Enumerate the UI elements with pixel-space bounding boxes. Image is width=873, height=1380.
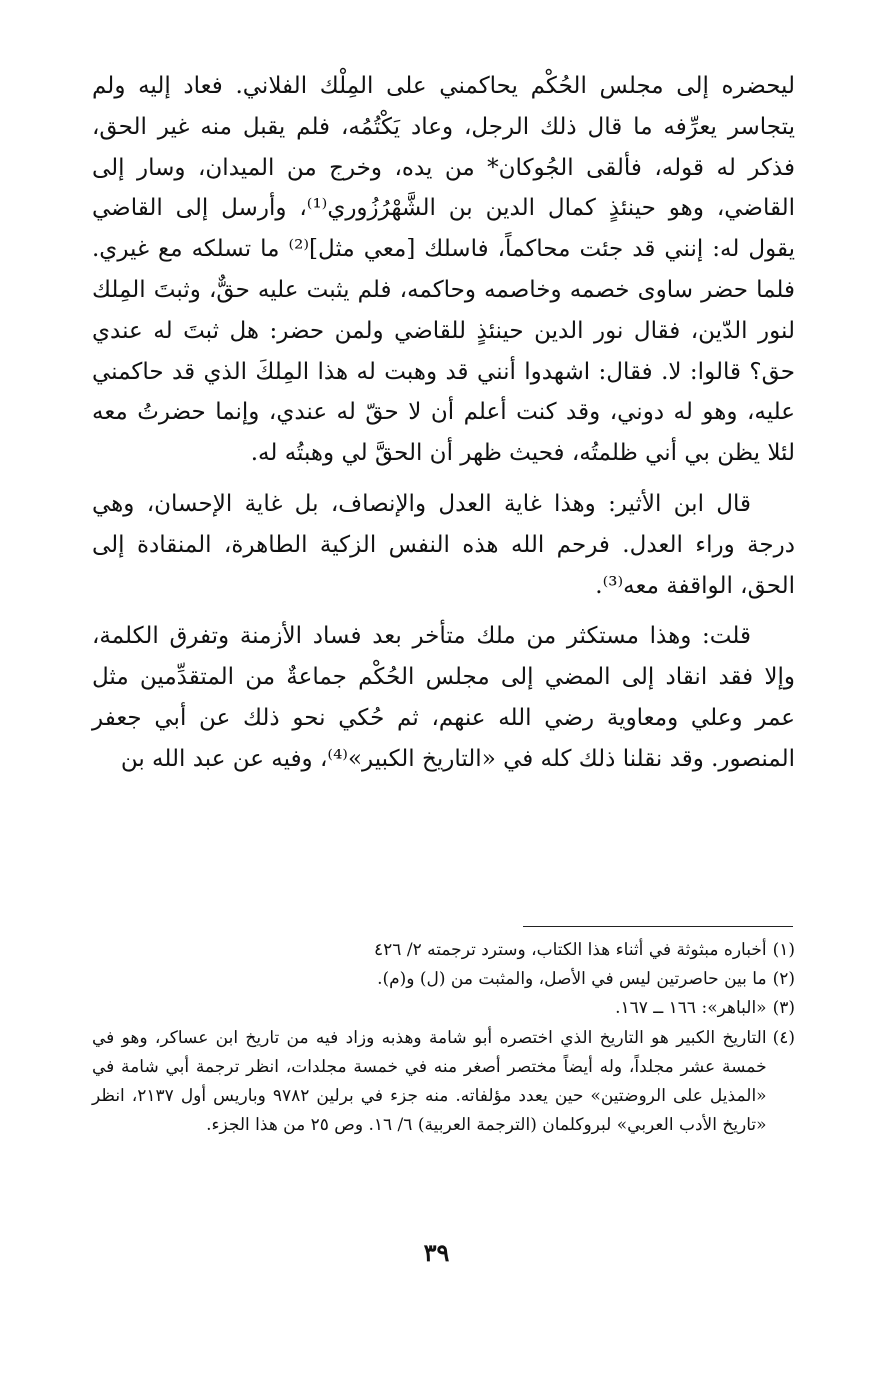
footnote-2: [92, 965, 795, 994]
footnote-text: «الباهر»: ١٦٦ ــ ١٦٧.: [615, 998, 767, 1019]
footnote-4: [92, 1024, 795, 1141]
paragraph-2: قال ابن الأثير: وهذا غاية العدل والإنصاف، بل غاية الإحسان، وهي درجة وراء العدل. فرحم الله هذه النفس الزكية الطاهرة، المنقادة إلى الحق، الواقفة معه⁽³⁾.: [92, 490, 795, 599]
footnote-number: (٤): [772, 1027, 795, 1048]
footnotes: [92, 936, 795, 1140]
paragraph-1: ليحضره إلى مجلس الحُكْم يحاكمني على المِلْك الفلاني. فعاد إليه ولم يتجاسر يعرِّفه ما قال ذلك الرجل، وعاد يَكْتُمُه، فلم يقبل منه غير الحق، فذكر له قوله، فألقى الجُوكان* من يده، وخرج من الميدان، وسار إلى القاضي، وهو حينئذٍ كمال الدين بن الشَّهْرُزُوري⁽¹⁾، وأرسل إلى القاضي يقول له: إنني قد جئت محاكماً، فاسلك [معي مثل]⁽²⁾ ما تسلكه مع غيري. فلما حضر ساوى خصمه وخاصمه وحاكمه، فلم يثبت عليه حقٌّ، وثبتَ المِلك لنور الدّين، فقال نور الدين حينئذٍ للقاضي ولمن حضر: هل ثبتَ له عندي حق؟ قالوا: لا. فقال: اشهدوا أنني قد وهبت له هذا المِلكَ الذي قد حاكمني عليه، وهو له دوني، وقد كنت أعلم أن لا حقّ له عندي، وإنما حضرتُ معه لئلا يظن بي أني ظلمتُه، فحيث ظهر أن الحقَّ لي وهبتُه له.: [92, 73, 796, 467]
footnote-text: التاريخ الكبير هو التاريخ الذي اختصره أبو شامة وهذبه وزاد فيه من تاريخ ابن عساكر، وهو في خمسة عشر مجلداً، وله أيضاً مختصر أصغر منه في خمسة مجلدات، انظر ترجمة أبي شامة في «المذيل على الروضتين» حين يعدد مؤلفاته. منه جزء في برلين ٩٧٨٢ وباريس أول ٢١٣٧، انظر «تاريخ الأدب العربي» لبروكلمان (الترجمة العربية) ٦/ ١٦. وص ٢٥ من هذا الجزء.: [92, 1027, 767, 1136]
footnote-1: [92, 936, 795, 965]
footnote-text: ما بين حاصرتين ليس في الأصل، والمثبت من (ل) و(م).: [377, 969, 767, 990]
page-number: ٣٩: [423, 1238, 450, 1267]
footnote-number: (١): [772, 940, 795, 960]
footnote-separator: [523, 926, 793, 927]
paragraph-3: قلت: وهذا مستكثر من ملك متأخر بعد فساد الأزمنة وتفرق الكلمة، وإلا فقد انقاد إلى المضي إلى مجلس الحُكْم جماعةٌ من المتقدِّمين مثل عمر وعلي ومعاوية رضي الله عنهم، ثم حُكي نحو ذلك عن أبي جعفر المنصور. وقد نقلنا ذلك كله في «التاريخ الكبير»⁽⁴⁾، وفيه عن عبد الله بن: [92, 623, 795, 772]
footnote-number: (٢): [772, 969, 795, 990]
footnote-3: [92, 994, 795, 1023]
footnote-number: (٣): [772, 998, 795, 1019]
footnote-text: أخباره مبثوثة في أثناء هذا الكتاب، وسترد ترجمته ٢/ ٤٢٦: [374, 940, 767, 960]
main-text: [92, 66, 795, 780]
